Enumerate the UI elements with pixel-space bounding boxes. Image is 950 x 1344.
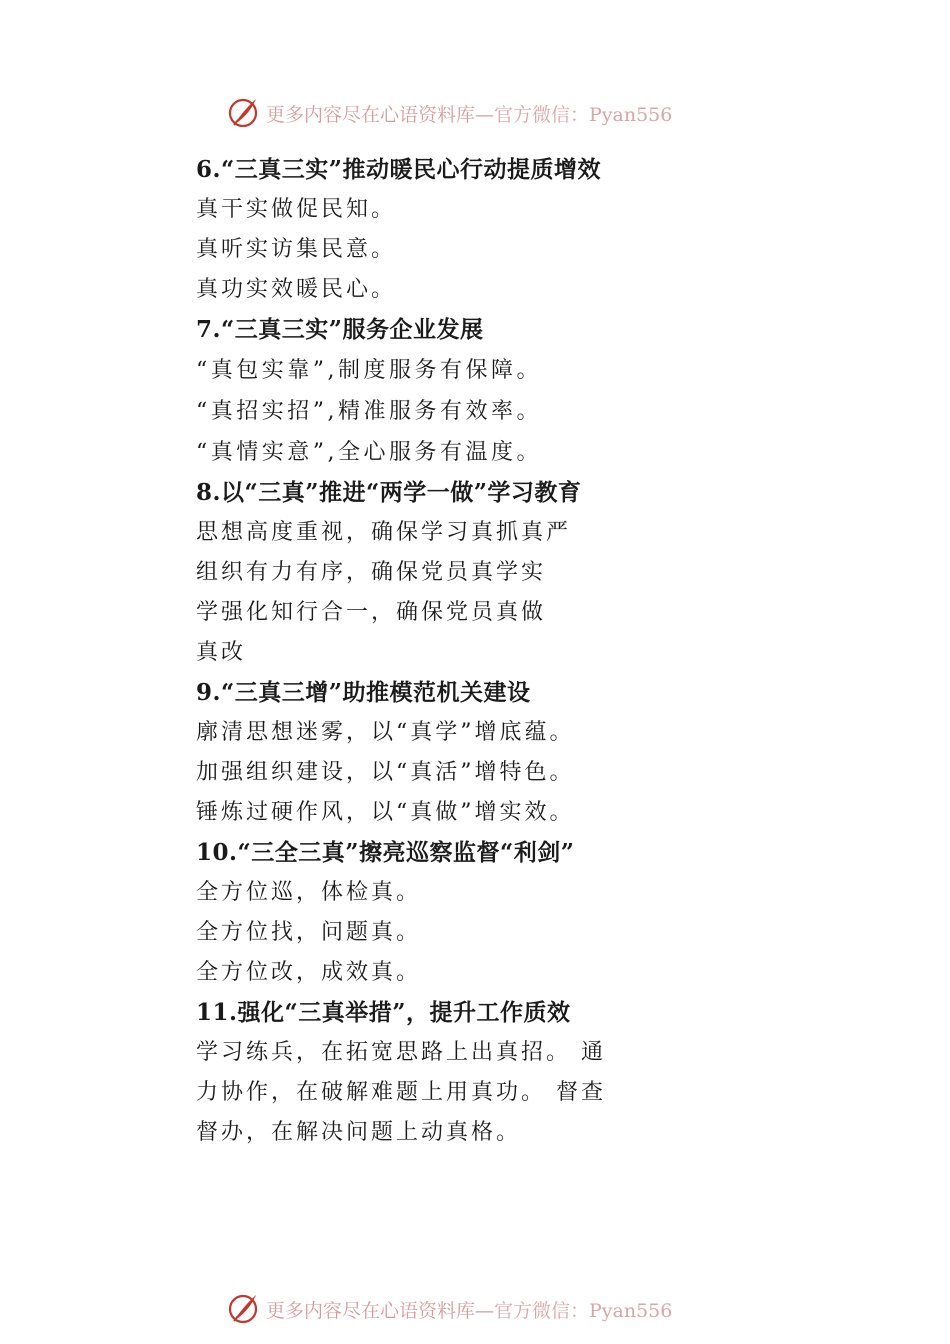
body-line: 思想高度重视，确保学习真抓真严 xyxy=(196,520,572,545)
section-heading: 11.强化“三真举措”，提升工作质效 xyxy=(196,999,571,1026)
quill-logo-icon xyxy=(226,1292,260,1326)
section-11 xyxy=(196,993,796,1153)
body-line: “真招实招”,精准服务有效率。 xyxy=(196,399,542,424)
quill-logo-icon xyxy=(226,96,260,130)
body-line: 真听实访集民意。 xyxy=(196,237,397,262)
banner-separator: — xyxy=(475,1299,495,1322)
section-heading: 9.“三真三增”助推模范机关建设 xyxy=(196,679,531,706)
wechat-text: 官方微信：Pyan556 xyxy=(494,1299,673,1322)
section-10 xyxy=(196,833,796,993)
body-line: 力协作，在破解难题上用真功。 督查 xyxy=(196,1080,606,1105)
section-8 xyxy=(196,473,796,673)
section-9 xyxy=(196,673,796,833)
body-line: 学习练兵，在拓宽思路上出真招。 通 xyxy=(196,1040,606,1065)
body-line: “真情实意”,全心服务有温度。 xyxy=(196,440,542,465)
library-text: 更多内容尽在心语资料库 xyxy=(266,1299,476,1322)
body-line: 全方位改，成效真。 xyxy=(196,960,422,985)
body-line: 真改 xyxy=(196,640,247,665)
body-line: 学强化知行合一，确保党员真做 xyxy=(196,600,547,625)
body-line: 督办，在解决问题上动真格。 xyxy=(196,1120,522,1145)
body-line: 全方位巡，体检真。 xyxy=(196,880,422,905)
section-7 xyxy=(196,310,796,473)
body-line: 锤炼过硬作风，以“真做”增实效。 xyxy=(196,800,575,825)
banner-separator: — xyxy=(475,103,495,126)
body-line: 廓清思想迷雾，以“真学”增底蕴。 xyxy=(196,720,575,745)
body-line: 加强组织建设，以“真活”增特色。 xyxy=(196,760,575,785)
footer-banner xyxy=(226,1292,672,1326)
section-heading: 7.“三真三实”服务企业发展 xyxy=(196,316,484,343)
section-heading: 8.以“三真”推进“两学一做”学习教育 xyxy=(196,479,582,506)
body-line: 全方位找，问题真。 xyxy=(196,920,422,945)
banner-text xyxy=(266,1296,672,1323)
section-6 xyxy=(196,150,796,310)
section-heading: 10.“三全三真”擦亮巡察监督“利剑” xyxy=(196,839,575,866)
library-text: 更多内容尽在心语资料库 xyxy=(266,103,476,126)
body-line: 真功实效暖民心。 xyxy=(196,277,397,302)
section-heading: 6.“三真三实”推动暖民心行动提质增效 xyxy=(196,156,601,183)
document-body xyxy=(196,150,796,1153)
body-line: 真干实做促民知。 xyxy=(196,197,397,222)
body-line: “真包实靠”,制度服务有保障。 xyxy=(196,358,542,383)
header-banner xyxy=(226,96,672,130)
banner-text xyxy=(266,100,672,127)
wechat-text: 官方微信：Pyan556 xyxy=(494,103,673,126)
body-line: 组织有力有序，确保党员真学实 xyxy=(196,560,547,585)
